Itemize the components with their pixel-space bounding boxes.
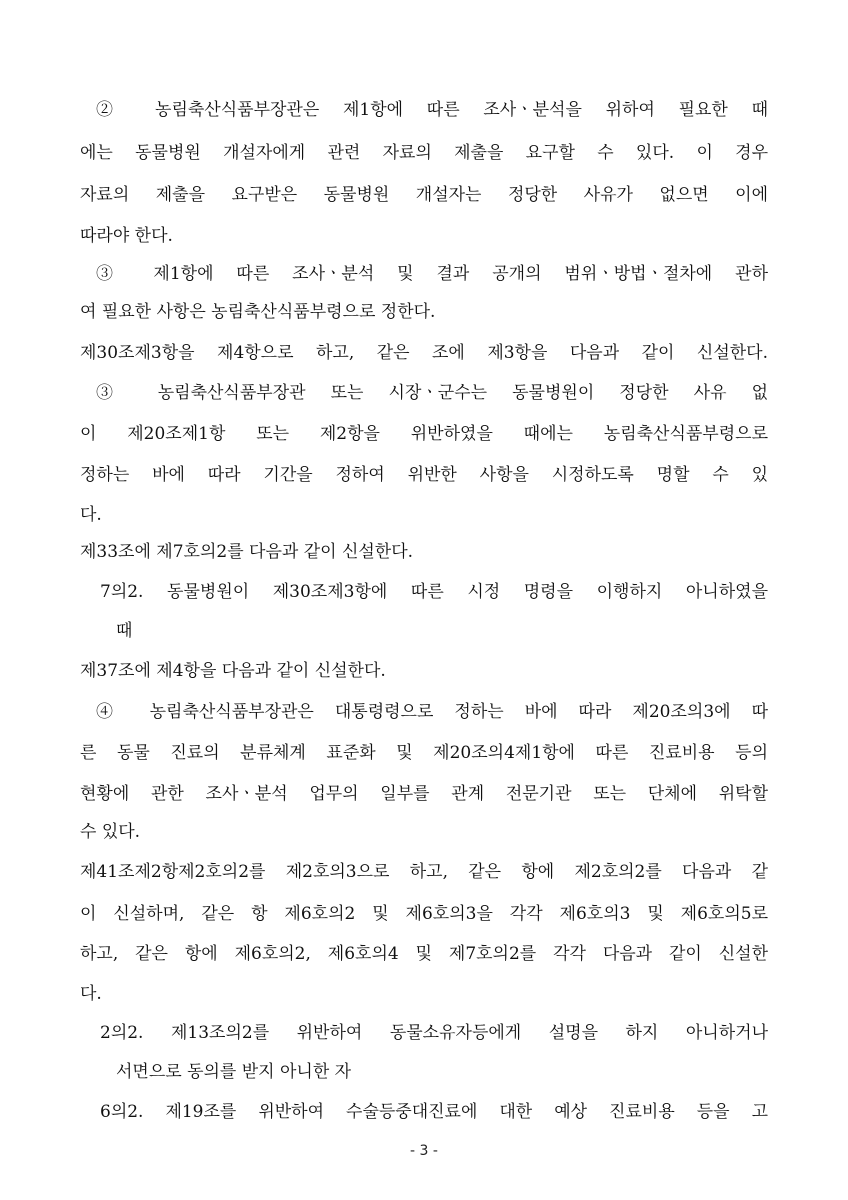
amendment-instruction: 제37조에 제4항을 다음과 같이 신설한다. <box>80 661 386 681</box>
amendment-instruction: 제41조제2항제2호의2를 제2호의3으로 하고, 같은 항에 제2호의2를 다음과 같 <box>80 862 768 882</box>
amendment-instruction: 하고, 같은 항에 제6호의2, 제6호의4 및 제7호의2를 각각 다음과 같이 신설한 <box>80 944 768 964</box>
amendment-instruction: 다. <box>80 984 102 1004</box>
text-line: 때 <box>116 621 133 641</box>
text-line: ② 농림축산식품부장관은 제1항에 따른 조사ㆍ분석을 위하여 필요한 때 <box>96 100 768 120</box>
text-line: 에는 동물병원 개설자에게 관련 자료의 제출을 요구할 수 있다. 이 경우 <box>80 143 768 163</box>
text-line: ④ 농림축산식품부장관은 대통령령으로 정하는 바에 따라 제20조의3에 따 <box>96 702 768 722</box>
text-line: ③ 농림축산식품부장관 또는 시장ㆍ군수는 동물병원이 정당한 사유 없 <box>96 383 768 403</box>
text-line: 따라야 한다. <box>80 226 173 246</box>
text-line: 정하는 바에 따라 기간을 정하여 위반한 사항을 시정하도록 명할 수 있 <box>80 465 768 485</box>
amendment-instruction: 이 신설하며, 같은 항 제6호의2 및 제6호의3을 각각 제6호의3 및 제6호의5로 <box>80 904 768 924</box>
text-line: 여 필요한 사항은 농림축산식품부령으로 정한다. <box>80 302 436 322</box>
text-line: 현황에 관한 조사ㆍ분석 업무의 일부를 관계 전문기관 또는 단체에 위탁할 <box>80 784 768 804</box>
text-line: 수 있다. <box>80 822 141 842</box>
text-line: 자료의 제출을 요구받은 동물병원 개설자는 정당한 사유가 없으면 이에 <box>80 185 768 205</box>
text-line: 6의2. 제19조를 위반하여 수술등중대진료에 대한 예상 진료비용 등을 고 <box>100 1102 768 1122</box>
amendment-instruction: 제30조제3항을 제4항으로 하고, 같은 조에 제3항을 다음과 같이 신설한다. <box>80 343 768 363</box>
text-line: 7의2. 동물병원이 제30조제3항에 따른 시정 명령을 이행하지 아니하였을 <box>100 582 768 602</box>
text-line: 서면으로 동의를 받지 아니한 자 <box>116 1062 352 1082</box>
amendment-instruction: 제33조에 제7호의2를 다음과 같이 신설한다. <box>80 542 414 562</box>
text-line: ③ 제1항에 따른 조사ㆍ분석 및 결과 공개의 범위ㆍ방법ㆍ절차에 관하 <box>96 264 768 284</box>
page-number: - 3 - <box>410 1143 438 1159</box>
text-line: 이 제20조제1항 또는 제2항을 위반하였을 때에는 농림축산식품부령으로 <box>80 424 768 444</box>
text-line: 른 동물 진료의 분류체계 표준화 및 제20조의4제1항에 따른 진료비용 등의 <box>80 743 768 763</box>
text-line: 다. <box>80 505 102 525</box>
text-line: 2의2. 제13조의2를 위반하여 동물소유자등에게 설명을 하지 아니하거나 <box>100 1023 768 1043</box>
